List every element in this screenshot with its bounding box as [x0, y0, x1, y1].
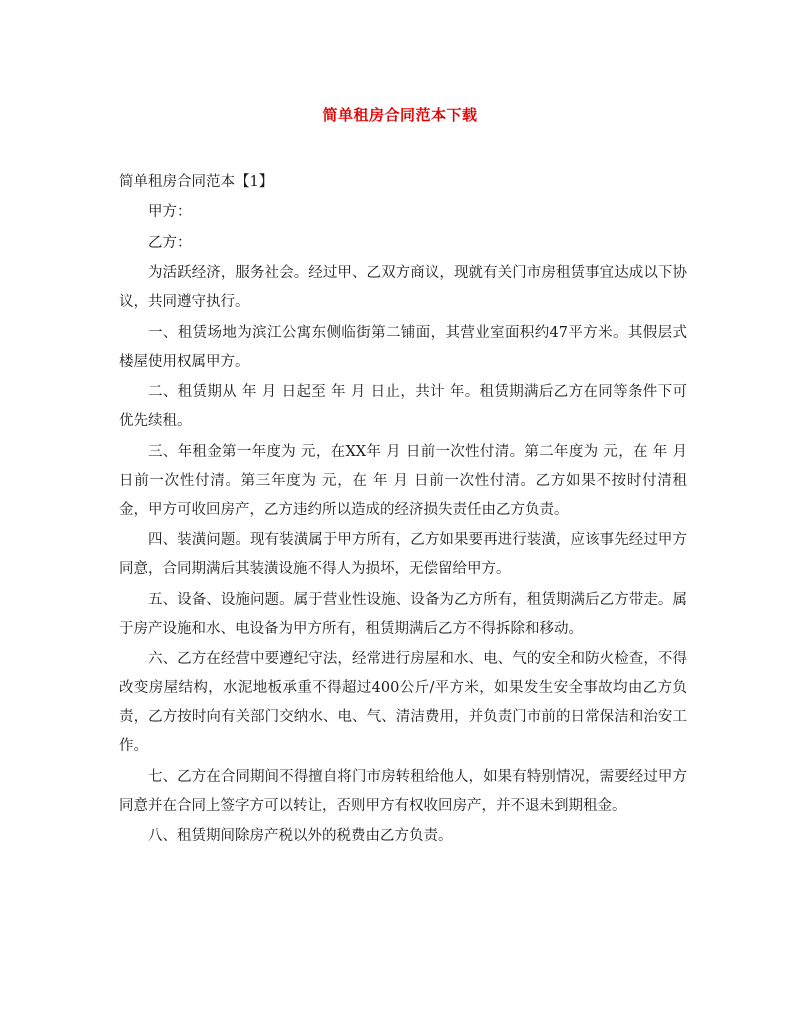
clause-8-paragraph: 八、租赁期间除房产税以外的税费由乙方负责。 — [148, 828, 453, 844]
clause-4-paragraph: 四、装潢问题。现有装潢属于甲方所有，乙方如果要再进行装潢，应该事先经过甲方同意，合同期满后其装潢设施不得人为损坏，无偿留给甲方。 — [119, 532, 687, 577]
clause-2-paragraph: 二、租赁期从 年 月 日起至 年 月 日止，共计 年。租赁期满后乙方在同等条件下可优先续租。 — [119, 384, 687, 429]
clause-7-paragraph: 七、乙方在合同期间不得擅自将门市房转租给他人，如果有特别情况，需要经过甲方同意并在合同上签字方可以转让，否则甲方有权收回房产，并不退未到期租金。 — [119, 768, 687, 814]
preamble-paragraph: 为活跃经济，服务社会。经过甲、乙双方商议，现就有关门市房租赁事宜达成以下协议，共同遵守执行。 — [119, 265, 687, 310]
party-a-line: 甲方： — [148, 204, 192, 220]
clause-6-paragraph: 六、乙方在经营中要遵纪守法，经常进行房屋和水、电、气的安全和防火检查，不得改变房屋结构，水泥地板承重不得超过400公斤/平方米，如果发生安全事故均由乙方负责，乙方按时向有关部门交纳水、电、气、清洁费用，并负责门市前的日常保洁和治安工作。 — [119, 651, 687, 754]
document-body — [119, 168, 687, 851]
clause-5-paragraph: 五、设备、设施问题。属于营业性设施、设备为乙方所有，租赁期满后乙方带走。属于房产设施和水、电设备为甲方所有，租赁期满后乙方不得拆除和移动。 — [119, 591, 687, 637]
clause-3-paragraph: 三、年租金第一年度为 元，在XX年 月 日前一次性付清。第二年度为 元，在 年 月 日前一次性付清。第三年度为 元，在 年 月 日前一次性付清。乙方如果不按时付清租金，甲方可收回房产，乙方违约所以造成的经济损失责任由乙方负责。 — [119, 443, 687, 518]
clause-1-paragraph: 一、租赁场地为滨江公寓东侧临街第二铺面，其营业室面积约47平方米。其假层式楼屋使用权属甲方。 — [119, 324, 687, 370]
document-title: 简单租房合同范本下载 — [322, 106, 478, 124]
section-heading: 简单租房合同范本【1】 — [119, 174, 274, 190]
party-b-line: 乙方： — [148, 234, 192, 251]
